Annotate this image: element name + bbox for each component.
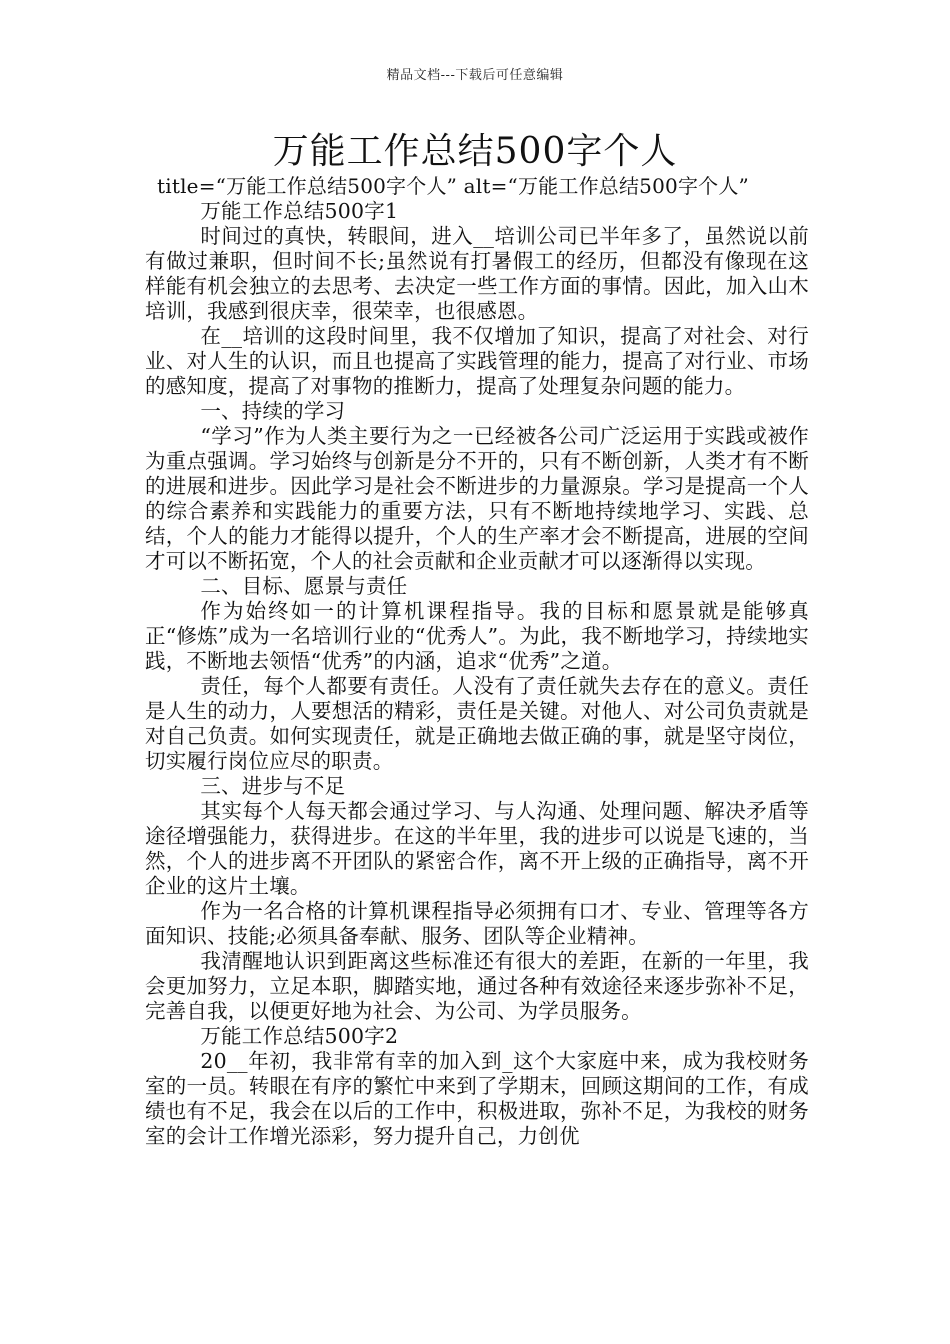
document-body xyxy=(145,174,809,1149)
body-paragraph: 20__年初，我非常有幸的加入到_这个大家庭中来，成为我校财务室的一员。转眼在有序的繁忙中来到了学期末，回顾这期间的工作，有成绩也有不足，我会在以后的工作中，积极进取，弥补不足，为我校的财务室的会计工作增光添彩，努力提升自己，力创优 xyxy=(145,1049,809,1148)
body-paragraph: 其实每个人每天都会通过学习、与人沟通、处理问题、解决矛盾等途径增强能力，获得进步。在这的半年里，我的进步可以说是飞速的，当然，个人的进步离不开团队的紧密合作，离不开上级的正确指导，离不开企业的这片土壤。 xyxy=(145,799,809,898)
body-paragraph: “学习”作为人类主要行为之一已经被各公司广泛运用于实践或被作为重点强调。学习始终与创新是分不开的，只有不断创新，人类才有不断的进展和进步。因此学习是社会不断进步的力量源泉。学习是提高一个人的综合素养和实践能力的重要方法，只有不断地持续地学习、实践、总结，个人的能力才能得以提升，个人的生产率才会不断提高，进展的空间才可以不断拓宽，个人的社会贡献和企业贡献才可以逐渐得以实现。 xyxy=(145,424,809,573)
body-paragraph: 作为始终如一的计算机课程指导。我的目标和愿景就是能够真正“修炼”成为一名培训行业的“优秀人”。为此，我不断地学习，持续地实践，不断地去领悟“优秀”的内涵，追求“优秀”之道。 xyxy=(145,599,809,673)
subheading-goals: 二、目标、愿景与责任 xyxy=(200,574,408,598)
body-paragraph: 时间过的真快，转眼间，进入__培训公司已半年多了，虽然说以前有做过兼职，但时间不长;虽然说有打暑假工的经历，但都没有像现在这样能有机会独立的去思考、去决定一些工作方面的事情。因此，加入山木培训，我感到很庆幸，很荣幸，也很感恩。 xyxy=(145,224,809,323)
page-header-watermark: 精品文档---下载后可任意编辑 xyxy=(386,68,564,83)
body-paragraph: 在__培训的这段时间里，我不仅增加了知识，提高了对社会、对行业、对人生的认识，而且也提高了实践管理的能力，提高了对行业、市场的感知度，提高了对事物的推断力，提高了处理复杂问题的能力。 xyxy=(145,324,809,398)
section-heading-2: 万能工作总结500字2 xyxy=(200,1024,399,1048)
subheading-learning: 一、持续的学习 xyxy=(200,399,346,423)
subheading-progress: 三、进步与不足 xyxy=(200,774,346,798)
document-title: 万能工作总结500字个人 xyxy=(272,131,678,172)
body-paragraph: 作为一名合格的计算机课程指导必须拥有口才、专业、管理等各方面知识、技能;必须具备奉献、服务、团队等企业精神。 xyxy=(145,899,809,948)
title-alt-line: title=“万能工作总结500字个人” alt=“万能工作总结500字个人” xyxy=(157,174,749,198)
body-paragraph: 我清醒地认识到距离这些标准还有很大的差距，在新的一年里，我会更加努力，立足本职，脚踏实地，通过各种有效途径来逐步弥补不足，完善自我，以便更好地为社会、为公司、为学员服务。 xyxy=(145,949,809,1023)
body-paragraph: 责任，每个人都要有责任。人没有了责任就失去存在的意义。责任是人生的动力，人要想活的精彩，责任是关键。对他人、对公司负责就是对自己负责。如何实现责任，就是正确地去做正确的事，就是坚守岗位，切实履行岗位应尽的职责。 xyxy=(145,674,809,773)
section-heading-1: 万能工作总结500字1 xyxy=(200,199,399,223)
